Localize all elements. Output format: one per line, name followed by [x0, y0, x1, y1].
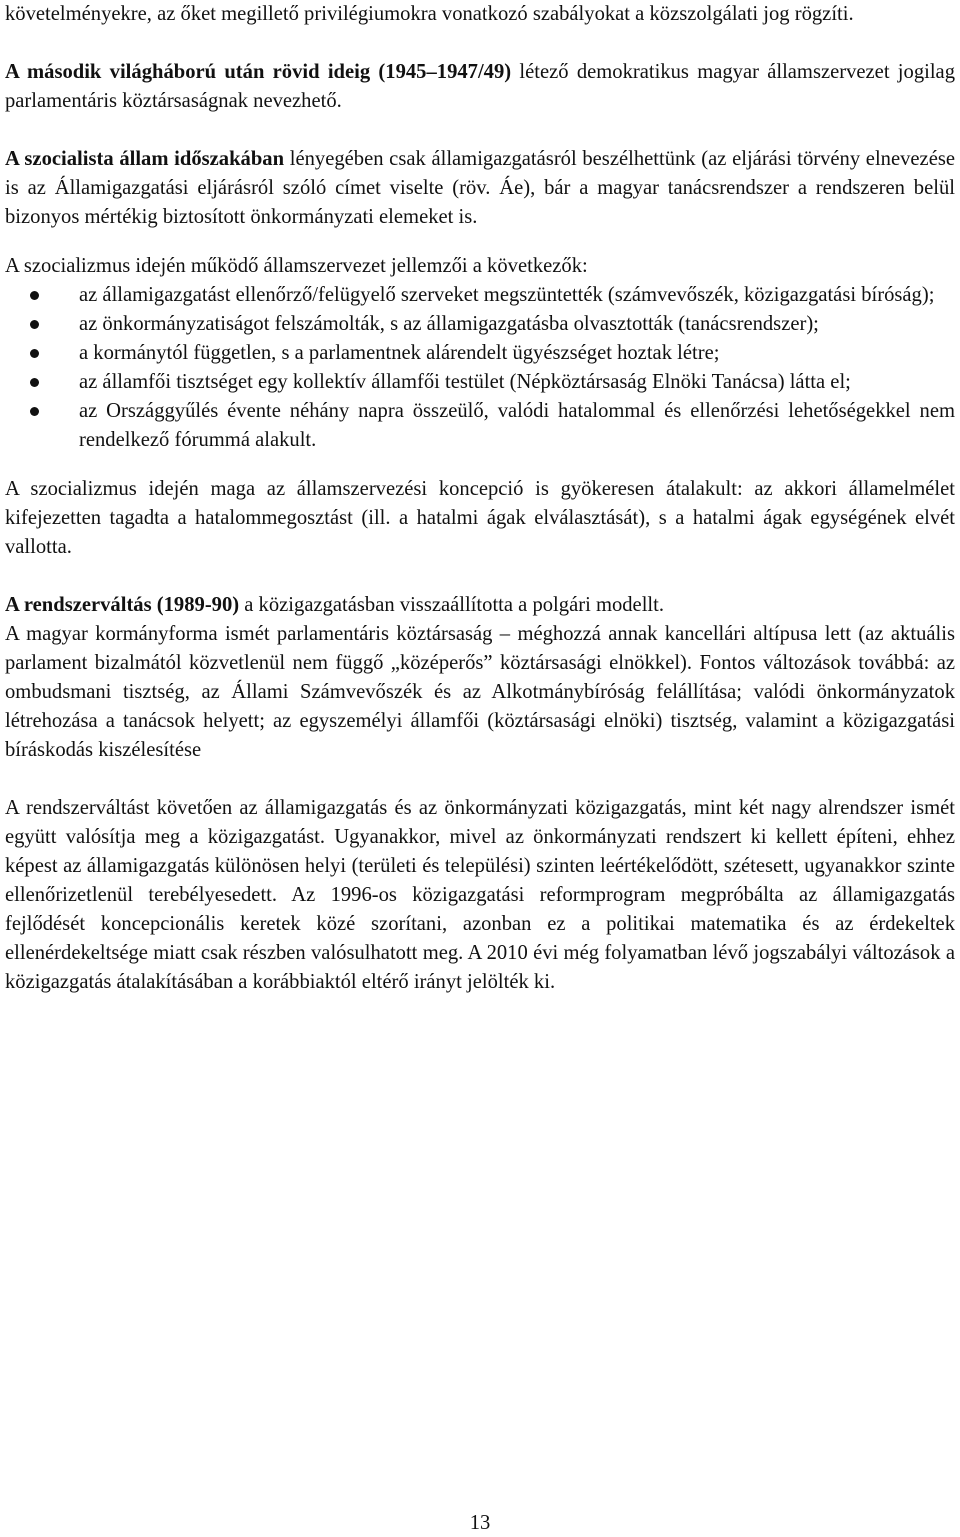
bullet-icon [30, 349, 39, 358]
paragraph-characteristics-intro: A szocializmus idején működő államszervezet jellemzői a következők: [5, 255, 588, 277]
list-item-text: a kormánytól független, s a parlamentnek alárendelt ügyészséget hoztak létre; [79, 342, 720, 364]
postwar-bold-lead: A második világháború után rövid ideig (1945–1947/49) [5, 61, 512, 83]
regime-change-bold-lead: A rendszerváltás (1989-90) [5, 594, 240, 616]
list-item [5, 310, 955, 339]
paragraph-postwar [5, 58, 955, 116]
paragraph-socialist-state [5, 145, 955, 232]
bullet-icon [30, 407, 39, 416]
list-item [5, 368, 955, 397]
list-item-text: az államigazgatást ellenőrző/felügyelő szerveket megszüntették (számvevőszék, közigazgatási bíróság); [79, 284, 935, 306]
bullet-icon [30, 320, 39, 329]
bullet-icon [30, 378, 39, 387]
list-item [5, 397, 955, 455]
document-page [5, 0, 955, 997]
paragraph-state-concept: A szocializmus idején maga az államszervezési koncepció is gyökeresen átalakult: az akkori államelmélet kifejezetten tagadta a hatalommegosztást (ill. a hatalmi ágak elválasztását), s a hatalmi ágak egységének elvét vallotta. [5, 478, 955, 558]
list-item-text: az Országgyűlés évente néhány napra összeülő, valódi hatalommal és ellenőrzési lehetőségekkel nem rendelkező fórummá alakult. [79, 400, 955, 451]
paragraph-privileges: követelményekre, az őket megillető privilégiumokra vonatkozó szabályokat a közszolgálati jog rögzíti. [5, 3, 854, 25]
list-item-text: az államfői tisztséget egy kollektív államfői testület (Népköztársaság Elnöki Tanácsa) látta el; [79, 371, 851, 393]
paragraph-government-form: A magyar kormányforma ismét parlamentáris köztársaság – méghozzá annak kancellári altípusa lett (az aktuális parlament bizalmától közvetlenül nem függő „középerős” köztársasági elnökkel). Fontos változások továbbá: az ombudsmani tisztség, az Állami Számvevőszék és az Alkotmánybíróság felállítása; valódi önkormányzatok létrehozása a tanácsok helyett; az egyszemélyi államfői (köztársasági elnöki) tisztség, valamint a közigazgatási bíráskodás kiszélesítése [5, 623, 955, 761]
paragraph-regime-change [5, 591, 955, 620]
list-item-text: az önkormányzatiságot felszámolták, s az államigazgatásba olvasztották (tanácsrendszer); [79, 313, 819, 335]
socialist-text: lényegében csak államigazgatásról beszélhettünk (az eljárási törvény elnevezése is az Államigazgatási eljárásról szóló címet viselte (röv. Áe), bár a magyar tanácsrendszer a rendszeren belül bizonyos mértékig biztosított önkormányzati elemeket is. [5, 148, 955, 228]
page-number: 13 [469, 1512, 491, 1534]
postwar-text: létező demokratikus magyar államszervezet jogilag parlamentáris köztársaságnak nevezhető. [5, 61, 955, 112]
socialist-bold-lead: A szocialista állam időszakában [5, 148, 285, 170]
bullet-icon [30, 291, 39, 300]
characteristics-list [5, 281, 955, 455]
paragraph-after-regime-change: A rendszerváltást követően az államigazgatás és az önkormányzati közigazgatás, mint két nagy alrendszer ismét együtt valósítja meg a közigazgatást. Ugyanakkor, mivel az önkormányzati rendszert ki kellett építeni, ehhez képest az államigazgatás különösen helyi (területi és települési) szinten leértékelődött, szétesett, ugyanakkor szinte ellenőrizetlenül terebélyesedett. Az 1996-os közigazgatási reformprogram megpróbálta az államigazgatás fejlődését koncepcionális keretek közé szorítani, azonban ez a politikai matematika és az érdekeltek ellenérdekeltsége miatt csak részben valósulhatott meg. A 2010 évi még folyamatban lévő jogszabályi változások a közigazgatás átalakításában a korábbiaktól eltérő irányt jelölték ki. [5, 797, 955, 993]
list-item [5, 339, 955, 368]
regime-change-text: a közigazgatásban visszaállította a polgári modellt. [239, 594, 665, 616]
list-item [5, 281, 955, 310]
